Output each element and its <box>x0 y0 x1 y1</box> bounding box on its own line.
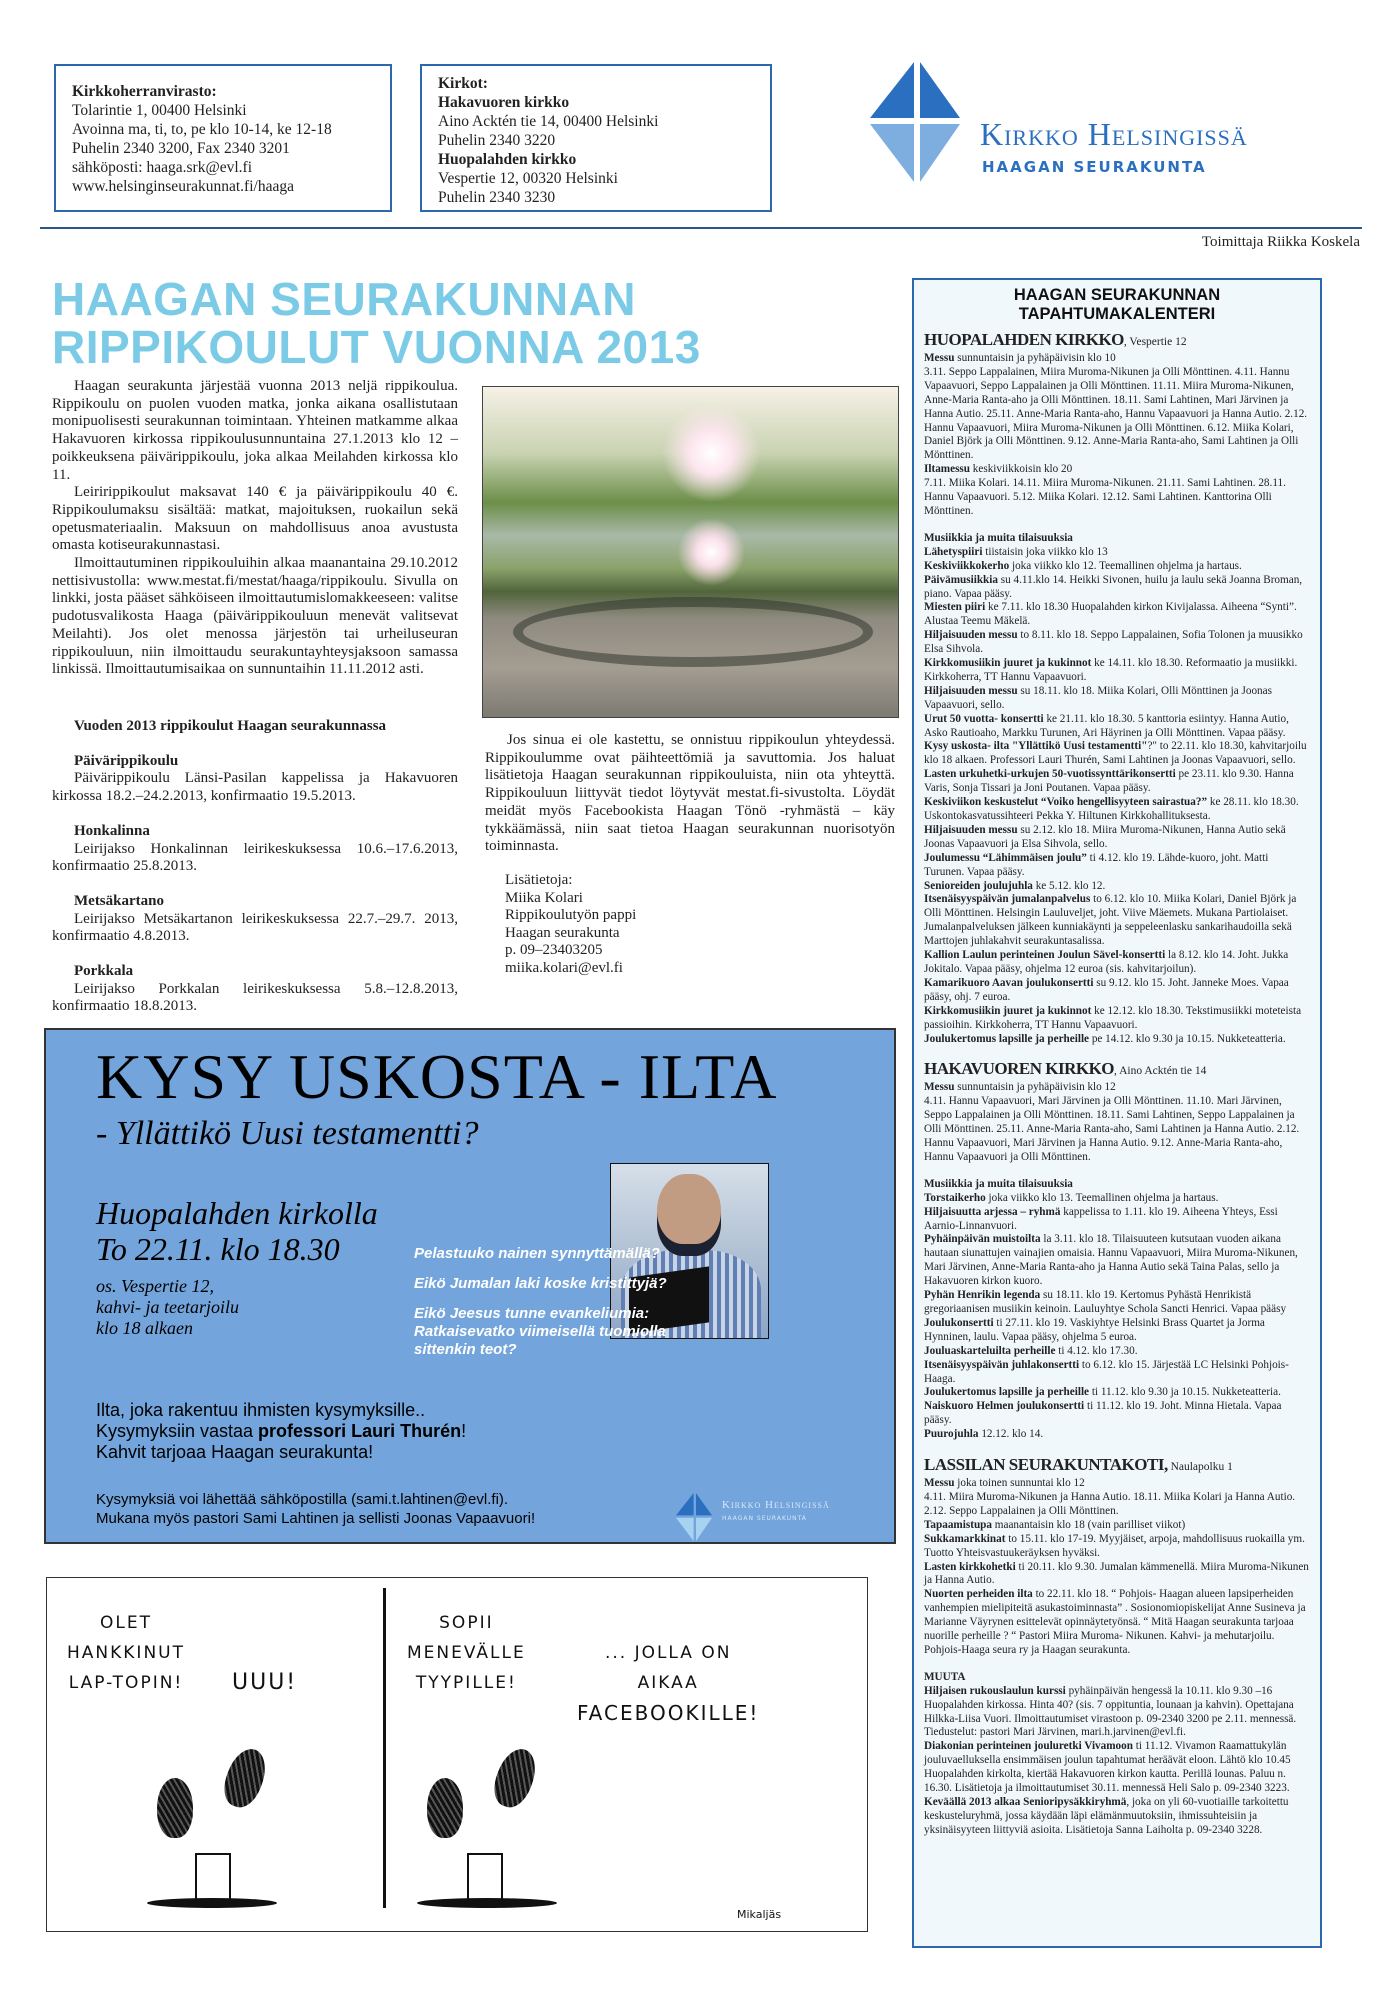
event-title: Joulukonsertti <box>924 1316 994 1329</box>
event-details: la 8.12. klo 14. Joht. Jukka Jokitalo. Vapaa pääsy, ohjelma 12 euroa (sis. kahvitarjoilun). <box>924 949 1289 975</box>
calendar-event <box>924 1192 1310 1206</box>
section-title: Musiikkia ja muita tilaisuuksia <box>924 531 1073 544</box>
service-entry <box>924 463 1310 477</box>
office-phone: Puhelin 2340 3200, Fax 2340 3201 <box>72 140 290 157</box>
school-details: Leirijakso Honkalinnan leirikeskuksessa 10.6.–17.6.2013, konfirmaatio 25.8.2013. <box>52 840 458 875</box>
event-details: ke 21.11. klo 18.30. 5 kanttoria esiintyy. Hanna Autio, Asko Rautioaho, Markku Turunen, Ari Häyrinen ja Olli Mönttinen. Vapaa pääsy. <box>924 712 1289 739</box>
calendar-event <box>924 657 1310 685</box>
calendar-event <box>924 1386 1310 1400</box>
event-details: 3.11. Seppo Lappalainen, Miira Muroma-Nikunen ja Olli Mönttinen. 4.11. Hannu Vapaavuori, Seppo Lappalainen ja Olli Mönttinen. 11.11. Miira Muroma-Nikunen, Anne-Maria Ranta-aho ja Olli Mönttinen. 18.11. Sami Lahtinen, Mari Järvinen ja Hanna Autio. 25.11. Anne-Maria Ranta-aho, Hannu Vapaavuori ja Hanna Autio. 2.12. Hannu Vapaavuori, Miira Muroma-Nikunen ja Olli Mönttinen. 6.12. Miika Kolari, Daniel Björk ja Olli Mönttinen. 9.12. Anne-Maria Ranta-aho, Sami Lahtinen ja Olli Mönttinen. <box>924 365 1308 462</box>
header-divider <box>40 227 1362 229</box>
venue-name: HUOPALAHDEN KIRKKO <box>924 330 1124 349</box>
calendar-other <box>924 1658 1310 1838</box>
event-details: ?" to 22.11. klo 18.30, kahvitarjoilu klo 18 alkaen. Professori Lauri Thurén, Sami Lahtinen ja Joonas Vapaavuori, sello. <box>924 740 1307 767</box>
calendar-event <box>924 1359 1310 1387</box>
event-title: Lasten urkuhetki-urkujen 50-vuotissynttärikonsertti <box>924 768 1176 781</box>
school-item <box>52 753 458 806</box>
ad-details <box>96 1276 239 1339</box>
event-title: Hiljaisuuden messu <box>924 629 1018 642</box>
event-details: la 3.11. klo 18. Tilaisuuteen kutsutaan vuoden aikana hautaan siunattujen vainajien omaisia. Hannu Vapaavuori, Miira Muroma-Nikunen, Mari Järvinen, Anne-Maria Ranta-aho ja Hanna Autio sekä Taina Palas, sello ja Hakavuoren kirkon kuoro. <box>924 1233 1298 1288</box>
ad-question: Eikö Jumalan laki koske kristittyjä? <box>414 1275 667 1292</box>
event-details: 4.11. Hannu Vapaavuori, Mari Järvinen ja Olli Mönttinen. 11.10. Mari Järvinen, Seppo Lappalainen ja Olli Mönttinen. 18.11. Sami Lahtinen, Seppo Lappalainen ja Olli Mönttinen. 25.11. Anne-Maria Ranta-aho, Sami Lahtinen ja Hanna Autio. 2.12. Hannu Vapaavuori, Mari Järvinen ja Hanna Autio. 9.12. Anne-Maria Ranta-aho, Hannu Vapaavuori ja Olli Mönttinen. <box>924 1095 1300 1163</box>
office-title: Kirkkoherranvirasto: <box>72 83 217 100</box>
calendar-event <box>924 1289 1310 1317</box>
office-email[interactable]: sähköposti: haaga.srk@evl.fi <box>72 159 252 176</box>
event-details: ke 14.11. klo 18.30. Reformaatio ja musiikki. Kirkkoherra, TT Hannu Vapaavuori. <box>924 657 1298 683</box>
speech-line: HANKKINUT <box>67 1643 185 1663</box>
event-title: Messu <box>924 1477 955 1490</box>
comic-speech-4 <box>577 1638 759 1728</box>
event-title: Keskiviikkokerho <box>924 559 1010 572</box>
spacer <box>924 1658 1310 1671</box>
contact-org: Haagan seurakunta <box>505 924 620 941</box>
ad-question-part: sittenkin teot? <box>414 1341 517 1358</box>
school-item <box>52 823 458 876</box>
church2-name: Huopalahden kirkko <box>438 151 577 168</box>
calendar-event <box>924 629 1310 657</box>
event-details: maanantaisin klo 18 (vain parilliset viikot) <box>991 1518 1186 1531</box>
ad-footer-line: Mukana myös pastori Sami Lahtinen ja sellisti Joonas Vapaavuori! <box>96 1510 536 1527</box>
editor-credit: Toimittaja Riikka Koskela <box>1201 234 1360 250</box>
section-title: Musiikkia ja muita tilaisuuksia <box>924 1177 1073 1190</box>
ad-logo-brand: Kirkko Helsingissä <box>722 1499 830 1511</box>
ad-title: KYSY USKOSTA - ILTA <box>96 1041 778 1112</box>
comic-ground <box>147 1898 277 1908</box>
event-details: , joka on yli 60-vuotiaille tarkoitettu keskusteluryhmä, jossa käydään läpi elämänmuutoksiin, ihmissuhteisiin ja yksinäisyyteen liittyviä asioita. Lisätietoja Sanna Laiholta p. 09-2340 3228. <box>924 1796 1289 1836</box>
comic-signature: Mikaljäs <box>737 1908 782 1921</box>
ad-question-part: Ratkaisevatko viimeisellä tuomiolla <box>414 1323 666 1340</box>
event-details: pe 23.11. klo 9.30. Hanna Varis, Sonja Tissari ja Joni Poutanen. Vapaa pääsy. <box>924 768 1294 795</box>
comic-figure <box>488 1744 542 1813</box>
ad-detail-line: klo 18 alkaen <box>96 1318 193 1338</box>
schools-title: Vuoden 2013 rippikoulut Haagan seurakunnassa <box>74 718 387 734</box>
event-title: Sukkamarkkinat <box>924 1532 1006 1545</box>
calendar-event <box>924 1685 1310 1741</box>
event-details: su 2.12. klo 18. Miira Muroma-Nikunen, Hanna Autio sekä Joonas Vapaavuori ja Elsa Sihvola, sello. <box>924 823 1286 850</box>
school-details: Leirijakso Porkkalan leirikeskuksessa 5.8.–12.8.2013, konfirmaatio 18.8.2013. <box>52 980 458 1015</box>
event-details: joka viikko klo 13. Teemallinen ohjelma ja hartaus. <box>985 1191 1219 1204</box>
speech-line: AIKAA <box>637 1673 699 1693</box>
contact-phone: p. 09–23403205 <box>505 942 603 958</box>
calendar-venue <box>924 330 1310 1046</box>
office-hours: Avoinna ma, ti, to, pe klo 10-14, ke 12-18 <box>72 121 332 138</box>
event-details: 4.11. Miira Muroma-Nikunen ja Hanna Autio. 18.11. Miika Kolari ja Hanna Autio. 2.12. Seppo Lappalainen ja Olli Mönttinen. <box>924 1490 1296 1517</box>
contact-role: Rippikoulutyön pappi <box>505 907 637 923</box>
calendar-event <box>924 1005 1310 1033</box>
calendar-event <box>924 1588 1310 1658</box>
event-title: Jouluaskarteluilta perheille <box>924 1344 1056 1357</box>
logo-brand-text: Kirkko Helsingissä <box>980 116 1248 152</box>
event-title: Urut 50 vuotta- konsertti <box>924 712 1044 725</box>
spacer <box>924 1442 1310 1455</box>
event-title: Lähetyspiiri <box>924 545 983 558</box>
comic-figure <box>427 1778 463 1838</box>
contact-name: Miika Kolari <box>505 889 583 906</box>
event-details: ti 27.11. klo 19. Vaskiyhtye Helsinki Brass Quartet ja Jorma Hynninen, laulu. Vapaa pääsy, ohjelma 5 euroa. <box>924 1316 1265 1343</box>
calendar-event <box>924 546 1310 560</box>
ad-body-line: Ilta, joka rakentuu ihmisten kysymyksille.. <box>96 1400 426 1420</box>
event-title: Joulumessu “Lähimmäisen joulu” <box>924 851 1087 864</box>
venue-heading <box>924 1455 1310 1477</box>
calendar-event <box>924 713 1310 741</box>
event-title: Puurojuhla <box>924 1428 979 1441</box>
speech-line: FACEBOOKILLE! <box>577 1701 760 1725</box>
venue-address: , Aino Acktén tie 14 <box>1114 1065 1207 1078</box>
event-details: pyhäinpäivän hengessä la 10.11. klo 9.30 –16 Huopalahden kirkossa. Hinta 40? (sis. 7 oppituntia, lounaan ja kahvin). Opettajana Hilkka-Liisa Vuori. Ilmoittautumiset virastoon p. 09-2340 3200 pe 2.11. mennessä. Tiedustelut: pastori Mari Järvinen, mari.h.jarvinen@evl.fi. <box>924 1684 1297 1739</box>
ad-venue <box>96 1195 378 1267</box>
event-details: to 6.12. klo 10. Miika Kolari, Daniel Björk ja Olli Mönttinen. Helsingin Lauluveljet, joht. Viive Mäemets. Mukana Partiolaiset. Jumalanpalveluksen jälkeen kunniakäynti ja seppeleenlasku sankarihaudoilla sekä Marttojen juhlakahvit seurakuntasalissa. <box>924 893 1297 948</box>
event-details: sunnuntaisin ja pyhäpäivisin klo 12 <box>954 1081 1116 1094</box>
event-title: Joulukertomus lapsille ja perheille <box>924 1032 1090 1045</box>
calendar-event <box>924 1561 1310 1589</box>
event-title: Kirkkomusiikin juuret ja kukinnot <box>924 1004 1092 1017</box>
lead-paragraph: Ilmoittautuminen rippikouluihin alkaa maanantaina 29.10.2012 nettisivustolla: www.mestat.fi/mestat/haaga/rippikoulu. Sivulla on linkki, josta pääset sähköiseen ilmoittautumislomakkeeseen: valitse pudotusvalikosta Haaga (päivärippikouluun menevät valitsevat Meilahti). Jos olet menossa järjestön tai urheiluseuran rippikouluun, niin ilmoittaudu seurakuntayhteysjaksoon samassa linkissä. Ilmoittautumisaikaa on sunnuntaihin 11.11.2012 asti. <box>52 555 458 678</box>
event-title: Naiskuoro Helmen joulukonsertti <box>924 1400 1085 1413</box>
calendar-event <box>924 1533 1310 1561</box>
calendar-event <box>924 1519 1310 1533</box>
ad-body-text: ! <box>461 1421 467 1441</box>
calendar-event <box>924 824 1310 852</box>
event-title: Hiljaisuuden messu <box>924 823 1018 836</box>
service-entry <box>924 1477 1310 1491</box>
church2-address: Vespertie 12, 00320 Helsinki <box>438 170 618 187</box>
ad-body <box>96 1400 466 1463</box>
speech-line: ... JOLLA ON <box>604 1643 732 1663</box>
ad-detail-line: os. Vespertie 12, <box>96 1276 214 1296</box>
service-entry <box>924 1095 1310 1165</box>
calendar-event <box>924 560 1310 574</box>
event-details: ti 11.12. klo 19. Joht. Minna Hietala. Vapaa pääsy. <box>924 1400 1282 1427</box>
office-website[interactable]: www.helsinginseurakunnat.fi/haaga <box>72 178 294 195</box>
service-entry <box>924 477 1310 519</box>
ad-subtitle: - Yllättikö Uusi testamentti? <box>96 1115 479 1152</box>
calendar-event <box>924 796 1310 824</box>
article-right-column <box>485 732 895 856</box>
comic-strip <box>46 1577 868 1932</box>
church2-phone: Puhelin 2340 3230 <box>438 189 556 206</box>
ad-question-part: Eikö Jeesus tunne evankeliumia: <box>414 1305 650 1322</box>
ad-footer-line: Kysymyksiä voi lähettää sähköpostilla (sami.t.lahtinen@evl.fi). <box>96 1491 509 1508</box>
event-title: Kallion Laulun perinteinen Joulun Sävel-konsertti <box>924 949 1166 962</box>
kirkko-helsingissa-logo <box>870 62 1360 182</box>
ad-venue-place: Huopalahden kirkolla <box>96 1195 378 1231</box>
church1-address: Aino Acktén tie 14, 00400 Helsinki <box>438 113 659 130</box>
event-details: joka viikko klo 12. Teemallinen ohjelma ja hartaus. <box>1009 559 1242 572</box>
school-item <box>52 963 458 1016</box>
event-details: ti 20.11. klo 9.30. Jumalan kämmenellä. Miira Muroma-Nikunen ja Hanna Autio. <box>924 1560 1309 1587</box>
event-title: Joulukertomus lapsille ja perheille <box>924 1386 1090 1399</box>
event-details: ti 11.12. klo 9.30 ja 10.15. Nukketeatteria. <box>1089 1386 1281 1399</box>
event-title: Kirkkomusiikin juuret ja kukinnot <box>924 657 1092 670</box>
event-details: tiistaisin joka viikko klo 13 <box>982 545 1108 558</box>
ad-detail-line: kahvi- ja teetarjoilu <box>96 1297 239 1317</box>
event-title: Pyhäinpäivän muistoilta <box>924 1233 1041 1246</box>
school-details: Päivärippikoulu Länsi-Pasilan kappelissa ja Hakavuoren kirkossa 18.2.–24.2.2013, konfirmaatio 19.5.2013. <box>52 770 458 805</box>
school-item <box>52 893 458 946</box>
section-title: MUUTA <box>924 1670 966 1683</box>
event-title: Kamarikuoro Aavan joulukonsertti <box>924 976 1094 989</box>
speech-line: TYYPILLE! <box>415 1673 517 1693</box>
service-entry <box>924 352 1310 366</box>
calendar-event <box>924 1796 1310 1838</box>
speech-line: LAP-TOPIN! <box>68 1673 184 1693</box>
event-details: ke 7.11. klo 18.30 Huopalahden kirkon Kivijalassa. Aiheena “Synti”. Alustaa Teemu Mäkelä. <box>924 601 1297 628</box>
event-details: to 15.11. klo 17-19. Myyjäiset, arpoja, mahdollisuus ruokailla ym. Tuotto Yhteisvastuukeräyksen hyväksi. <box>924 1532 1305 1559</box>
calendar-venue <box>924 1442 1310 1658</box>
right-paragraph: Jos sinua ei ole kastettu, se onnistuu rippikoulun yhteydessä. Rippikoulumme ovat päihteettömiä ja savuttomia. Jos haluat lisätietoja Haagan seurakunnan rippikouluista, niin ota yhteyttä. Rippikouluun liittyvät tiedot löytyvät mestat.fi-sivustolta. Löydät meidät myös Facebookista Haagan Tönö -ryhmästä – käy tykkäämässä, niin saat tietoa Haagan seurakunnan nuorisotyön toiminnasta. <box>485 732 895 855</box>
event-title: Hiljaisen rukouslaulun kurssi <box>924 1684 1066 1697</box>
event-title: Senioreiden joulujuhla <box>924 879 1033 892</box>
ad-question: Pelastuuko nainen synnyttämällä? <box>414 1245 660 1262</box>
event-details: ti 4.12. klo 19. Lähde-kuoro, joht. Matti Turunen. Vapaa pääsy. <box>924 851 1269 878</box>
calendar-title-line: HAAGAN SEURAKUNNAN <box>1013 286 1221 304</box>
event-details: to 22.11. klo 18. “ Pohjois- Haagan alueen lapsiperheiden vanhempien mielipiteitä asukastoiminnasta” . Sosionomiopiskelijat Anne Susineva ja Marianne Väyrynen esittelevät opinnäytetyönsä. “ Mitä Haagan seurakunta tarjoaa nuorille perheille ? “ Pastori Miira Muroma- Nikunen. Kahvi- ja mehutarjoilu. Pohjois-Haaga seura ry ja Haagan seurakunta. <box>924 1588 1306 1656</box>
event-details: keskiviikkoisin klo 20 <box>970 463 1073 476</box>
event-title: Kysy uskosta- ilta "Yllättikö Uusi testamentti" <box>924 740 1148 753</box>
service-entry <box>924 366 1310 463</box>
event-title: Messu <box>924 352 955 364</box>
spacer <box>924 1046 1310 1059</box>
contact-label: Lisätietoja: <box>505 872 573 888</box>
event-details: ti 4.12. klo 17.30. <box>1055 1344 1138 1357</box>
calendar-event <box>924 1400 1310 1428</box>
calendar-venues <box>924 330 1310 1838</box>
calendar-event <box>924 1233 1310 1289</box>
event-details: 7.11. Miika Kolari. 14.11. Miira Muroma-Nikunen. 21.11. Sami Lahtinen. 28.11. Hannu Vapaavuori. 5.12. Miika Kolari. 12.12. Sami Lahtinen. Kanttorina Olli Mönttinen. <box>924 477 1286 517</box>
ad-questions <box>414 1245 667 1371</box>
headline-line-2: RIPPIKOULUT VUONNA 2013 <box>52 321 701 373</box>
speech-line: SOPII <box>439 1613 494 1633</box>
photo-head <box>657 1174 721 1256</box>
school-details: Leirijakso Metsäkartanon leirikeskuksessa 22.7.–29.7. 2013, konfirmaatio 4.8.2013. <box>52 910 458 945</box>
venue-heading <box>924 330 1310 352</box>
church1-phone: Puhelin 2340 3220 <box>438 132 556 149</box>
event-details: ke 12.12. klo 18.30. Tekstimusiikki moteteista passioihin. Kirkkoherra, TT Hannu Vapaavuori. <box>924 1004 1302 1031</box>
calendar-event <box>924 893 1310 949</box>
event-details: su 4.11.klo 14. Heikki Sivonen, huilu ja laulu sekä Joanna Broman, piano. Vapaa pääsy. <box>924 573 1303 600</box>
ad-footer <box>96 1490 535 1528</box>
ad-venue-time: To 22.11. klo 18.30 <box>96 1231 340 1267</box>
calendar-event <box>924 768 1310 796</box>
article-lead <box>52 378 458 679</box>
calendar-event <box>924 1317 1310 1345</box>
event-title: Iltamessu <box>924 463 970 476</box>
photo-circle-of-people <box>513 597 873 667</box>
speech-line: MENEVÄLLE <box>407 1643 526 1663</box>
ad-body-line <box>96 1421 466 1442</box>
event-details: ke 28.11. klo 18.30. Uskontokasvatussihteeri Pekka Y. Hiltunen Kirkkohallituksesta. <box>924 796 1299 822</box>
contact-email[interactable]: miika.kolari@evl.fi <box>505 959 623 976</box>
office-address: Tolarintie 1, 00400 Helsinki <box>72 102 247 119</box>
event-details: 12.12. klo 14. <box>978 1428 1044 1441</box>
confirmation-schools-list <box>52 718 458 1033</box>
lead-paragraph: Haagan seurakunta järjestää vuonna 2013 neljä rippikoulua. Rippikoulu on puolen vuoden matka, jonka aikana osallistutaan monipuolisesti seurakunnan toimintaan. Yhteinen matkamme alkaa Hakavuoren kirkossa rippikoulusunnuntaina 27.1.2013 klo 12 – poikkeuksena päivärippikoulu, joka alkaa Meilahden kirkossa klo 11. <box>52 378 458 483</box>
event-title: Keskiviikon keskustelut “Voiko hengellisyyteen sairastua?” <box>924 796 1208 809</box>
school-name: Metsäkartano <box>74 892 164 909</box>
confirmation-camp-photo <box>482 386 899 718</box>
churches-info-box <box>420 64 772 212</box>
article-headline <box>52 275 701 371</box>
cross-sail-logo-icon <box>676 1487 716 1547</box>
calendar-event <box>924 601 1310 629</box>
comic-figure <box>218 1744 272 1813</box>
school-name: Porkkala <box>74 963 134 980</box>
calendar-title-line: TAPAHTUMAKALENTERI <box>1018 305 1216 323</box>
event-details: su 18.11. klo 19. Kertomus Pyhästä Henrikistä gregoriaanisen musiikin keinoin. Lauluyhtye Schola Sancti Henrici. Vapaa pääsy <box>924 1289 1287 1315</box>
comic-speech-2: UUU! <box>232 1670 298 1695</box>
calendar-venue <box>924 1046 1310 1442</box>
event-title: Itsenäisyyspäivän juhlakonsertti <box>924 1358 1080 1371</box>
event-calendar <box>912 278 1322 1948</box>
venue-name: HAKAVUOREN KIRKKO <box>924 1059 1115 1079</box>
calendar-event <box>924 1345 1310 1359</box>
calendar-event <box>924 1740 1310 1796</box>
event-title: Nuorten perheiden ilta <box>924 1588 1033 1601</box>
event-details: ti 11.12. Vivamon Raamattukylän jouluvaelluksella ensimmäisen joulun tapahtumat heräävät eloon. Lähtö klo 10.45 Huopalahden kirkolta, kiertää Hakavuoren kirkon kautta. Perillä lounas. Paluu n. 16.30. Lisätietoja ja ilmoittautumiset 30.11. mennessä Heli Salo p. 09-2340 3223. <box>924 1740 1291 1795</box>
contact-info <box>505 872 636 977</box>
event-title: Pyhän Henrikin legenda <box>924 1289 1041 1302</box>
venue-name: LASSILAN SEURAKUNTAKOTI, <box>924 1455 1168 1475</box>
churches-title: Kirkot: <box>438 75 488 92</box>
event-title: Messu <box>924 1081 955 1094</box>
logo-sub-text: HAAGAN SEURAKUNTA <box>982 158 1207 176</box>
event-details: su 9.12. klo 15. Joht. Janneke Moes. Vapaa pääsy, ohj. 7 euroa. <box>924 976 1289 1003</box>
calendar-event <box>924 574 1310 602</box>
service-entry <box>924 1491 1310 1519</box>
comic-ground <box>417 1898 557 1908</box>
cross-sail-logo-icon <box>870 62 970 182</box>
calendar-event <box>924 740 1310 768</box>
calendar-title <box>924 286 1310 324</box>
comic-panel-divider <box>383 1588 386 1908</box>
lead-paragraph: Leiririppikoulut maksavat 140 € ja päivärippikoulu 40 €. Rippikoulumaksu sisältää: matkat, majoituksen, ruokailun sekä opetusmateriaalin. Maksuun on mahdollisuus anoa avustusta omasta kotiseurakunnastasi. <box>52 484 458 554</box>
event-title: Miesten piiri <box>924 601 986 614</box>
ad-body-text: Kysymyksiin vastaa <box>96 1421 259 1441</box>
service-entry <box>924 1081 1310 1095</box>
ad-speaker-name: professori Lauri Thurén <box>258 1421 462 1441</box>
venue-address: , Vespertie 12 <box>1123 336 1187 348</box>
event-title: Diakonian perinteinen jouluretki Vivamoon <box>924 1740 1133 1753</box>
calendar-event <box>924 685 1310 713</box>
calendar-event <box>924 1428 1310 1442</box>
calendar-event <box>924 1206 1310 1234</box>
parish-office-info-box <box>54 64 392 212</box>
calendar-event <box>924 1033 1310 1047</box>
comic-speech-1 <box>67 1608 185 1698</box>
ad-logo <box>676 1487 866 1547</box>
event-details: su 18.11. klo 18. Miika Kolari, Olli Mönttinen ja Joonas Vapaavuori, sello. <box>924 684 1272 711</box>
event-details: to 8.11. klo 18. Seppo Lappalainen, Sofia Tolonen ja muusikko Elsa Sihvola. <box>924 629 1303 656</box>
ad-body-line: Kahvit tarjoaa Haagan seurakunta! <box>96 1442 374 1462</box>
event-title: Päivämusiikkia <box>924 573 998 586</box>
event-title: Itsenäisyyspäivän jumalanpalvelus <box>924 893 1091 906</box>
calendar-event <box>924 949 1310 977</box>
event-title: Lasten kirkkohetki <box>924 1560 1016 1573</box>
calendar-event <box>924 977 1310 1005</box>
comic-figure <box>157 1778 193 1838</box>
event-details: to 6.12. klo 15. Järjestää LC Helsinki Pohjois-Haaga. <box>924 1358 1289 1385</box>
event-title: Keväällä 2013 alkaa Senioripysäkkiryhmä <box>924 1796 1127 1808</box>
headline-line-1: HAAGAN SEURAKUNNAN <box>52 273 636 325</box>
event-title: Hiljaisuuden messu <box>924 684 1018 697</box>
venue-address: Naulapolku 1 <box>1167 1461 1233 1474</box>
school-name: Päivärippikoulu <box>74 752 179 769</box>
comic-speech-3 <box>407 1608 526 1698</box>
calendar-event <box>924 852 1310 880</box>
event-details: ke 5.12. klo 12. <box>1032 879 1106 892</box>
venue-heading <box>924 1059 1310 1081</box>
calendar-event <box>924 880 1310 894</box>
ad-question <box>414 1305 667 1359</box>
event-details: kappelissa to 1.11. klo 19. Aiheena Yhteys, Essi Aarnio-Linnanvuori. <box>924 1205 1278 1232</box>
event-details: joka toinen sunnuntai klo 12 <box>954 1477 1085 1490</box>
ad-logo-sub: HAAGAN SEURAKUNTA <box>722 1515 807 1522</box>
event-details: sunnuntaisin ja pyhäpäivisin klo 10 <box>954 352 1116 364</box>
church1-name: Hakavuoren kirkko <box>438 94 570 111</box>
event-title: Tapaamistupa <box>924 1518 992 1531</box>
event-title: Torstaikerho <box>924 1191 986 1204</box>
event-details: pe 14.12. klo 9.30 ja 10.15. Nukketeatteria. <box>1089 1032 1286 1045</box>
event-title: Hiljaisuutta arjessa – ryhmä <box>924 1205 1061 1218</box>
speech-line: OLET <box>100 1613 152 1633</box>
school-name: Honkalinna <box>74 822 150 839</box>
